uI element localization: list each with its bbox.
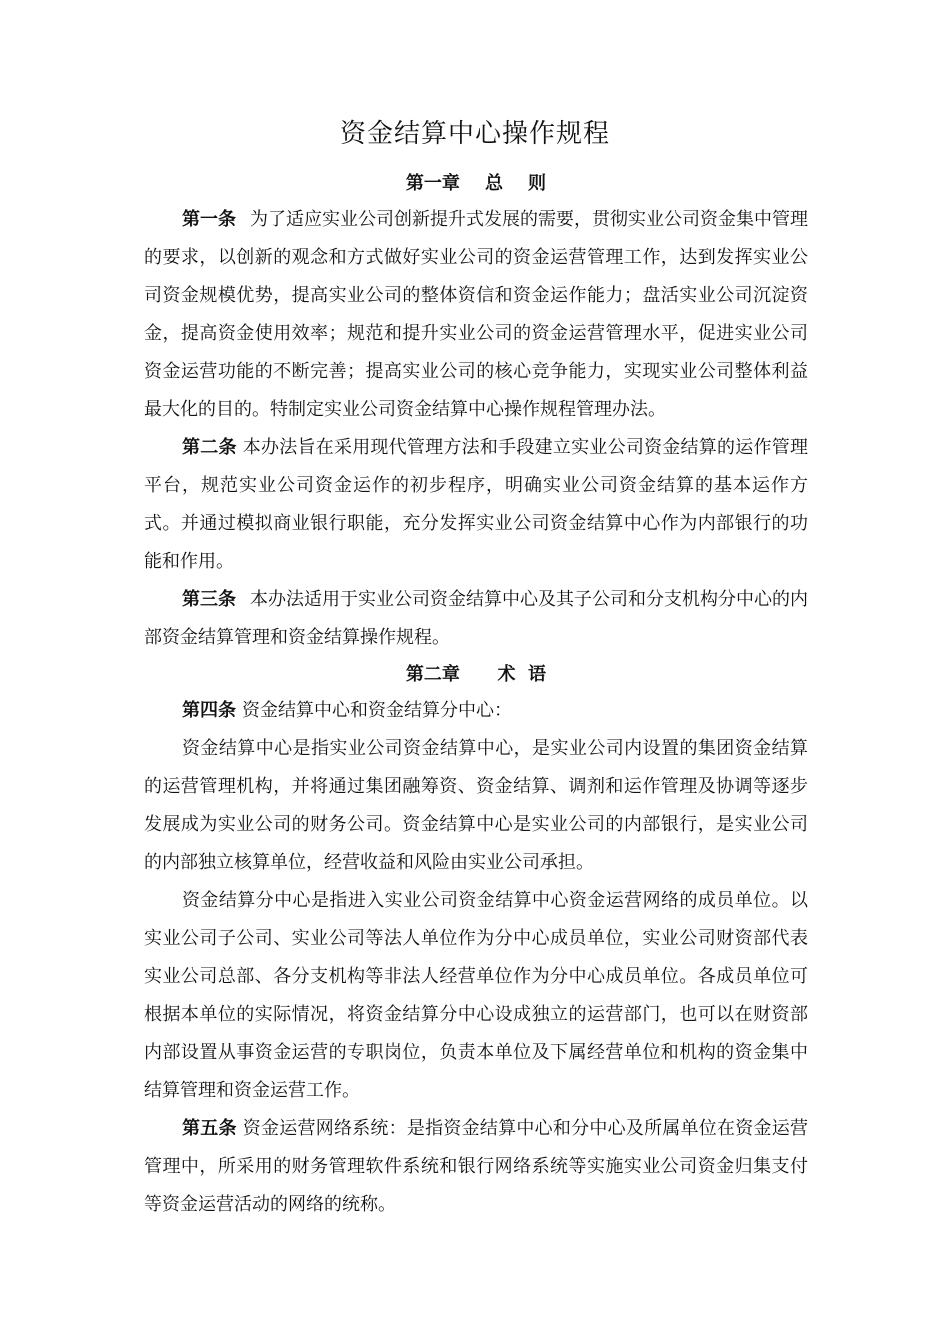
article-text: 本办法旨在采用现代管理方法和手段建立实业公司资金结算的运作管理平台，规范实业公司资金运作的初步程序，明确实业公司资金结算的基本运作方式。并通过模拟商业银行职能，充分发挥实业公司资金结算中心作为内部银行的功能和作用。 [144, 437, 809, 572]
chapter-heading: 第一章 总 则 [405, 173, 547, 194]
paragraph-text: 资金结算分中心是指进入实业公司资金结算中心资金运营网络的成员单位。以实业公司子公司、实业公司等法人单位作为分中心成员单位，实业公司财资部代表实业公司总部、各分支机构等非法人经营单位作为分中心成员单位。各成员单位可根据本单位的实际情况，将资金结算分中心设成独立的运营部门，也可以在财资部内部设置从事资金运营的专职岗位，负责本单位及下属经营单位和机构的资金集中结算管理和资金运营工作。 [144, 890, 808, 1101]
article-label: 第二条 [182, 437, 237, 458]
article-paragraph [144, 429, 808, 581]
body-paragraph [144, 882, 808, 1110]
paragraph-text: 资金结算中心是指实业公司资金结算中心，是实业公司内设置的集团资金结算的运营管理机构，并将通过集团融筹资、资金结算、调剂和运作管理及协调等逐步发展成为实业公司的财务公司。资金结算中心是实业公司的内部银行，是实业公司的内部独立核算单位，经营收益和风险由实业公司承担。 [144, 738, 808, 873]
document-body [144, 166, 808, 1224]
article-label: 第四条 [182, 700, 236, 721]
article-text: 资金运营网络系统：是指资金结算中心和分中心及所属单位在资金运营管理中，所采用的财务管理软件系统和银行网络系统等实施实业公司资金归集支付等资金运营活动的网络的统称。 [144, 1118, 809, 1215]
article-label: 第三条 [182, 589, 236, 610]
article-paragraph [144, 201, 808, 429]
article-paragraph [144, 1110, 808, 1224]
article-text: 为了适应实业公司创新提升式发展的需要，贯彻实业公司资金集中管理的要求，以创新的观念和方式做好实业公司的资金运营管理工作，达到发挥实业公司资金规模优势，提高实业公司的整体资信和资金运作能力；盘活实业公司沉淀资金，提高资金使用效率；规范和提升实业公司的资金运营管理水平，促进实业公司资金运营功能的不断完善；提高实业公司的核心竞争能力，实现实业公司整体利益最大化的目的。特制定实业公司资金结算中心操作规程管理办法。 [144, 209, 808, 420]
article-text: 本办法适用于实业公司资金结算中心及其子公司和分支机构分中心的内部资金结算管理和资金结算操作规程。 [144, 589, 808, 648]
article-label: 第五条 [182, 1118, 237, 1139]
article-text: 资金结算中心和资金结算分中心： [242, 700, 512, 721]
body-paragraph [144, 730, 808, 882]
article-paragraph [144, 692, 808, 730]
article-label: 第一条 [182, 209, 236, 230]
article-paragraph [144, 581, 808, 657]
chapter-heading: 第二章 术 语 [405, 664, 547, 685]
document-title: 资金结算中心操作规程 [339, 119, 610, 149]
